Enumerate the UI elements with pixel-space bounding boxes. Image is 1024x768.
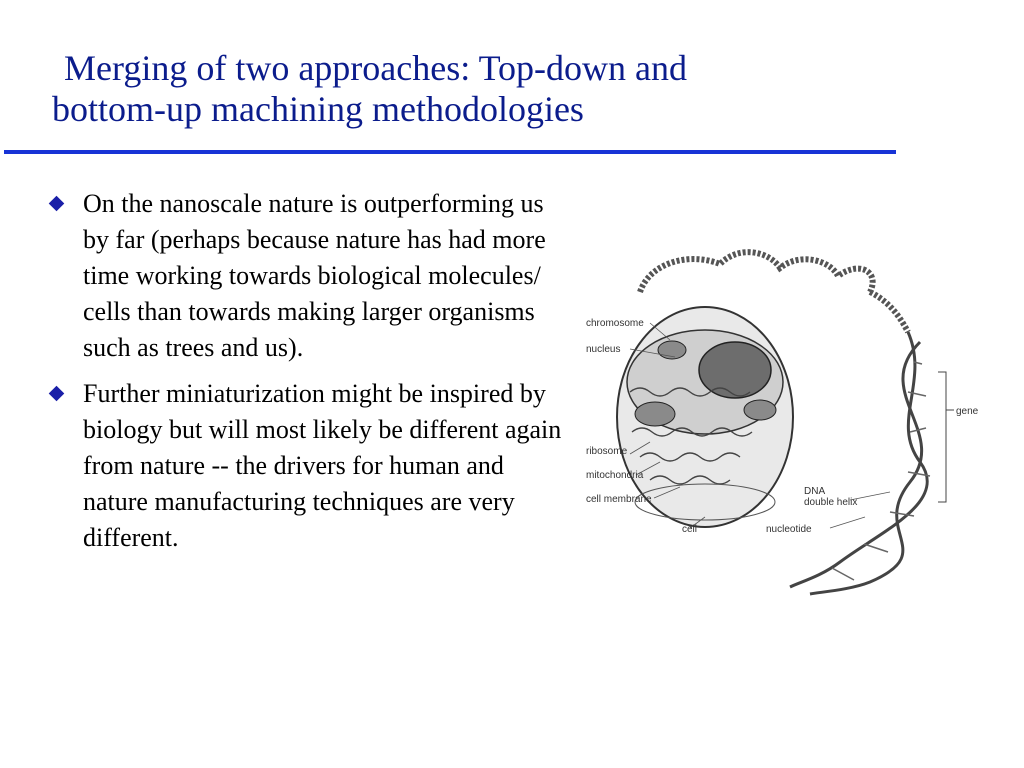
cell-dna-drawing — [570, 232, 1020, 612]
label-mitochondria: mitochondria — [586, 470, 644, 481]
bullet-text-2: Further miniaturization might be inspired by biology but will most likely be different again from nature -- the drivers for human and nature manufacturing techniques are very different. — [83, 379, 562, 552]
title-underline — [4, 150, 896, 154]
bullet-item-1 — [44, 186, 566, 366]
diamond-bullet-icon — [49, 386, 65, 402]
slide-title — [52, 48, 912, 130]
dna-helix — [790, 332, 930, 594]
bullet-item-2 — [44, 376, 566, 556]
label-double-helix: double helix — [804, 497, 858, 508]
bullet-text-1: On the nanoscale nature is outperforming us by far (perhaps because nature has had more time working towards biological molecules/ cells than towards making larger organisms such as trees and us). — [83, 189, 546, 362]
label-cell: cell — [682, 524, 698, 535]
title-line-1: Merging of two approaches: Top-down and — [64, 48, 688, 88]
gene-bracket — [938, 372, 946, 502]
label-nucleotide: nucleotide — [766, 524, 812, 535]
title-line-2: bottom-up machining methodologies — [52, 89, 584, 129]
label-chromosome: chromosome — [586, 318, 644, 329]
nucleus-shape — [699, 342, 771, 398]
label-cell-membrane: cell membrane — [586, 494, 652, 505]
bullet-list — [44, 186, 566, 566]
cell-dna-illustration — [570, 232, 1020, 612]
label-dna: DNA — [804, 486, 826, 497]
diamond-bullet-icon — [49, 196, 65, 212]
label-nucleus: nucleus — [586, 344, 621, 355]
label-gene: gene — [956, 406, 979, 417]
label-ribosome: ribosome — [586, 446, 628, 457]
